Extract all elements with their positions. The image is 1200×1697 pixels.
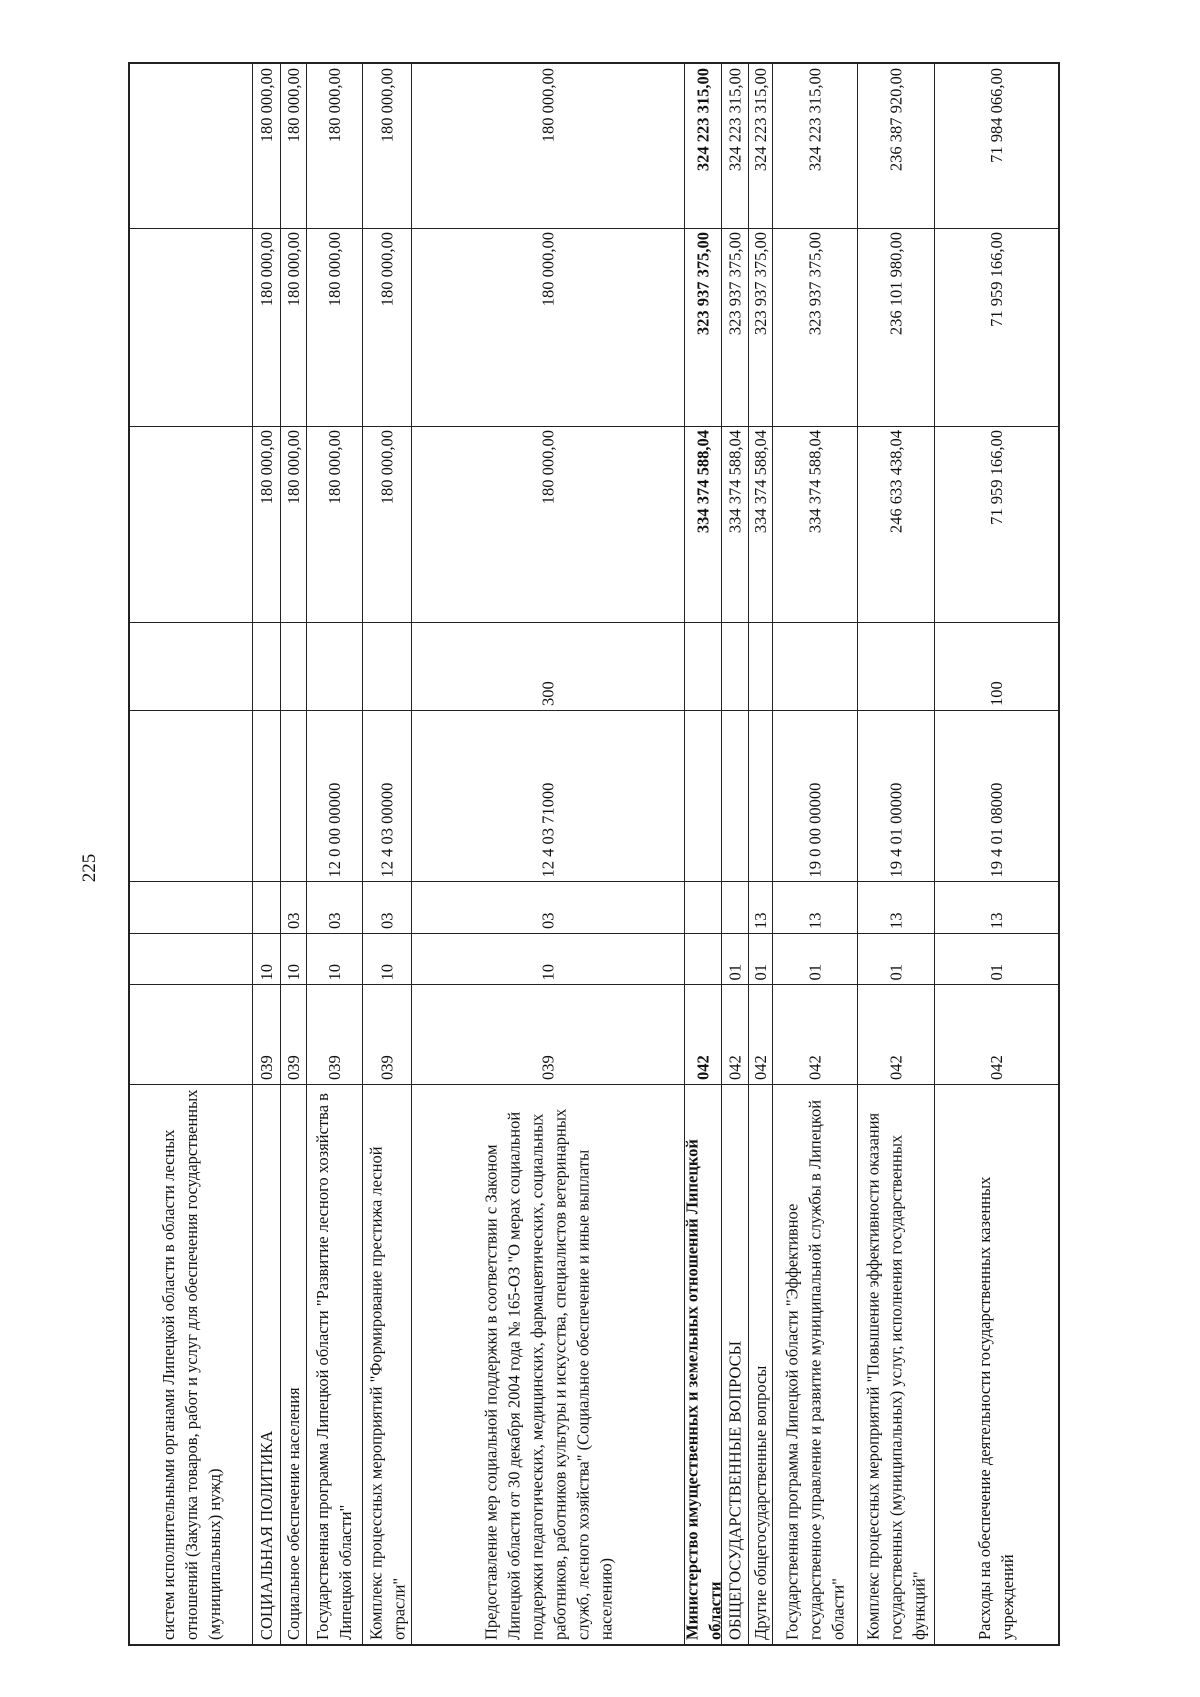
cell-sum2024 xyxy=(411,426,684,622)
row-value-vr xyxy=(749,626,771,706)
row-value-csr: 19 4 01 00000 xyxy=(886,782,905,877)
cell-name xyxy=(857,1084,934,1644)
row-value-sum2026: 180 000,00 xyxy=(283,68,303,143)
row-value-pr: 03 xyxy=(283,912,303,929)
cell-rz xyxy=(362,933,411,984)
cell-sum2026 xyxy=(252,64,280,228)
row-value-sum2024: 180 000,00 xyxy=(256,430,276,505)
cell-vr xyxy=(857,622,934,710)
cell-ved xyxy=(772,984,857,1084)
page-number: 225 xyxy=(79,853,100,883)
row-value-sum2025: 323 937 375,00 xyxy=(750,232,770,336)
cell-sum2026 xyxy=(130,64,252,228)
row-value-sum2024: 180 000,00 xyxy=(538,430,557,505)
cell-sum2024 xyxy=(934,426,1058,622)
cell-sum2025 xyxy=(772,228,857,426)
cell-name xyxy=(280,1084,306,1644)
row-value-ved: 042 xyxy=(986,1055,1006,1080)
row-value-pr: 03 xyxy=(377,912,396,929)
cell-ved xyxy=(306,984,362,1084)
cell-pr xyxy=(857,881,934,933)
cell-name xyxy=(934,1084,1058,1644)
cell-sum2025 xyxy=(857,228,934,426)
cell-pr xyxy=(252,881,280,933)
row-value-sum2024: 246 633 438,04 xyxy=(886,430,905,534)
cell-pr xyxy=(362,881,411,933)
cell-sum2025 xyxy=(130,228,252,426)
row-value-ved: 039 xyxy=(377,1055,396,1080)
row-value-csr xyxy=(722,714,747,877)
cell-csr xyxy=(934,710,1058,881)
row-value-ved: 039 xyxy=(256,1055,276,1080)
row-value-sum2026: 180 000,00 xyxy=(377,68,396,143)
row-value-sum2025: 180 000,00 xyxy=(256,232,276,307)
row-value-pr: 03 xyxy=(538,912,557,929)
cell-sum2025 xyxy=(362,228,411,426)
row-value-ved: 042 xyxy=(725,1055,744,1080)
row-name: Комплекс процессных мероприятий "Формирование престижа лесной отрасли" xyxy=(365,1146,408,1640)
cell-vr xyxy=(411,622,684,710)
row-value-csr: 12 0 00 00000 xyxy=(324,782,344,877)
cell-ved xyxy=(411,984,684,1084)
cell-name xyxy=(130,1084,252,1644)
cell-sum2024 xyxy=(684,426,721,622)
cell-sum2026 xyxy=(857,64,934,228)
cell-pr xyxy=(748,881,772,933)
row-value-vr: 300 xyxy=(538,681,557,706)
row-value-sum2026: 324 223 315,00 xyxy=(750,68,770,172)
cell-ved xyxy=(934,984,1058,1084)
row-value-sum2025: 236 101 980,00 xyxy=(886,232,905,336)
cell-vr xyxy=(280,622,306,710)
cell-sum2024 xyxy=(280,426,306,622)
row-value-rz: 01 xyxy=(886,963,905,980)
cell-sum2024 xyxy=(252,426,280,622)
cell-ved xyxy=(684,984,721,1084)
row-value-vr xyxy=(685,626,720,706)
row-value-pr xyxy=(253,885,279,929)
cell-pr xyxy=(721,881,748,933)
row-name: Комплекс процессных мероприятий "Повышение эффективности оказания государственных (муниципальных) услуг, исполнения государственных функций" xyxy=(863,1112,928,1640)
row-value-vr xyxy=(363,626,410,706)
cell-rz xyxy=(306,933,362,984)
cell-csr xyxy=(252,710,280,881)
cell-rz xyxy=(748,933,772,984)
row-value-rz: 01 xyxy=(805,963,824,980)
row-value-csr: 19 0 00 00000 xyxy=(805,782,824,877)
cell-pr xyxy=(411,881,684,933)
cell-ved xyxy=(721,984,748,1084)
row-value-rz xyxy=(131,937,251,980)
cell-ved xyxy=(748,984,772,1084)
row-value-pr: 03 xyxy=(324,912,344,929)
cell-vr xyxy=(772,622,857,710)
cell-sum2024 xyxy=(721,426,748,622)
row-value-vr xyxy=(773,626,856,706)
row-value-rz: 01 xyxy=(725,963,744,980)
row-value-csr xyxy=(131,714,251,877)
cell-csr xyxy=(130,710,252,881)
cell-sum2025 xyxy=(252,228,280,426)
row-value-sum2024: 334 374 588,04 xyxy=(750,430,770,534)
row-value-sum2026: 324 223 315,00 xyxy=(693,68,712,172)
row-value-rz: 01 xyxy=(986,963,1006,980)
cell-sum2024 xyxy=(772,426,857,622)
row-value-sum2026: 236 387 920,00 xyxy=(886,68,905,172)
row-value-csr: 12 4 03 00000 xyxy=(377,782,396,877)
cell-rz xyxy=(411,933,684,984)
row-value-vr xyxy=(858,626,933,706)
row-value-rz: 10 xyxy=(324,963,344,980)
cell-sum2025 xyxy=(306,228,362,426)
cell-vr xyxy=(362,622,411,710)
row-name: Государственная программа Липецкой области "Эффективное государственное управление и развитие муниципальной службы в Липецкой области" xyxy=(782,1099,847,1640)
cell-sum2025 xyxy=(934,228,1058,426)
cell-csr xyxy=(684,710,721,881)
cell-rz xyxy=(252,933,280,984)
cell-pr xyxy=(280,881,306,933)
row-value-vr xyxy=(131,626,251,706)
row-value-rz xyxy=(685,937,720,980)
row-name: Расходы на обеспечение деятельности государственных казенных учреждений xyxy=(975,1176,1017,1640)
cell-sum2025 xyxy=(684,228,721,426)
cell-rz xyxy=(684,933,721,984)
cell-csr xyxy=(280,710,306,881)
row-value-rz: 10 xyxy=(256,963,276,980)
row-name: СОЦИАЛЬНАЯ ПОЛИТИКА xyxy=(256,1430,276,1640)
cell-pr xyxy=(306,881,362,933)
row-value-sum2025: 323 937 375,00 xyxy=(725,232,744,336)
budget-table xyxy=(128,62,1060,1646)
row-value-sum2026 xyxy=(131,68,251,224)
row-value-csr: 19 4 01 08000 xyxy=(986,782,1006,877)
row-name: ОБЩЕГОСУДАРСТВЕННЫЕ ВОПРОСЫ xyxy=(725,1340,744,1640)
row-value-csr xyxy=(749,714,771,877)
row-value-pr xyxy=(722,885,747,929)
cell-rz xyxy=(721,933,748,984)
cell-sum2025 xyxy=(280,228,306,426)
row-value-ved: 042 xyxy=(805,1055,824,1080)
row-value-rz: 01 xyxy=(750,963,770,980)
row-value-csr xyxy=(253,714,279,877)
row-value-sum2025: 180 000,00 xyxy=(283,232,303,307)
cell-name xyxy=(362,1084,411,1644)
row-value-ved: 039 xyxy=(283,1055,303,1080)
row-value-ved: 039 xyxy=(324,1055,344,1080)
cell-csr xyxy=(411,710,684,881)
row-value-csr xyxy=(685,714,720,877)
cell-pr xyxy=(772,881,857,933)
row-value-pr xyxy=(131,885,251,929)
row-value-csr xyxy=(281,714,305,877)
row-value-sum2026: 324 223 315,00 xyxy=(805,68,824,172)
row-name: Социальное обеспечение населения xyxy=(283,1387,303,1640)
cell-rz xyxy=(772,933,857,984)
cell-csr xyxy=(748,710,772,881)
cell-rz xyxy=(934,933,1058,984)
cell-vr xyxy=(130,622,252,710)
cell-csr xyxy=(362,710,411,881)
row-name: Министерство имущественных и земельных отношений Липецкой области xyxy=(681,1139,724,1640)
row-value-vr xyxy=(722,626,747,706)
row-name: Другие общегосударственные вопросы xyxy=(750,1365,770,1640)
row-value-ved xyxy=(131,988,251,1080)
cell-vr xyxy=(252,622,280,710)
row-value-ved: 042 xyxy=(886,1055,905,1080)
cell-vr xyxy=(721,622,748,710)
cell-csr xyxy=(721,710,748,881)
row-value-sum2026: 180 000,00 xyxy=(324,68,344,143)
row-value-vr xyxy=(307,626,361,706)
row-value-rz: 10 xyxy=(377,963,396,980)
cell-sum2025 xyxy=(411,228,684,426)
cell-ved xyxy=(252,984,280,1084)
cell-ved xyxy=(362,984,411,1084)
cell-sum2024 xyxy=(130,426,252,622)
cell-name xyxy=(306,1084,362,1644)
row-value-sum2024: 334 374 588,04 xyxy=(725,430,744,534)
row-value-sum2025: 323 937 375,00 xyxy=(805,232,824,336)
row-value-sum2024 xyxy=(131,430,251,618)
row-value-sum2026: 71 984 066,00 xyxy=(986,68,1006,163)
cell-csr xyxy=(857,710,934,881)
cell-ved xyxy=(280,984,306,1084)
cell-sum2026 xyxy=(306,64,362,228)
cell-name xyxy=(411,1084,684,1644)
cell-sum2026 xyxy=(280,64,306,228)
row-value-sum2025 xyxy=(131,232,251,422)
cell-sum2024 xyxy=(306,426,362,622)
cell-name xyxy=(681,1084,724,1644)
row-value-sum2024: 180 000,00 xyxy=(324,430,344,505)
cell-sum2026 xyxy=(934,64,1058,228)
row-value-sum2026: 180 000,00 xyxy=(256,68,276,143)
cell-name xyxy=(721,1084,748,1644)
cell-sum2025 xyxy=(721,228,748,426)
row-value-pr: 13 xyxy=(886,912,905,929)
cell-sum2024 xyxy=(857,426,934,622)
cell-name xyxy=(252,1084,280,1644)
cell-vr xyxy=(934,622,1058,710)
cell-sum2026 xyxy=(721,64,748,228)
cell-rz xyxy=(280,933,306,984)
cell-pr xyxy=(130,881,252,933)
cell-vr xyxy=(684,622,721,710)
row-value-ved: 039 xyxy=(538,1055,557,1080)
cell-vr xyxy=(748,622,772,710)
cell-vr xyxy=(306,622,362,710)
cell-csr xyxy=(772,710,857,881)
cell-ved xyxy=(857,984,934,1084)
row-value-sum2024: 334 374 588,04 xyxy=(805,430,824,534)
cell-sum2025 xyxy=(748,228,772,426)
row-value-sum2025: 71 959 166,00 xyxy=(986,232,1006,327)
row-value-csr: 12 4 03 71000 xyxy=(538,782,557,877)
row-value-sum2024: 180 000,00 xyxy=(377,430,396,505)
row-name: Предоставление мер социальной поддержки в соответствии с Законом Липецкой области от 30 декабря 2004 года № 165-ОЗ "О мерах социальной поддержки педагогических, медицинских, фармацевтических, социальных работников, работников культуры и искусства, специалистов ветеринарных служб, лесного хозяйства" (Социальное обеспечение и иные выплаты населению) xyxy=(480,1108,615,1640)
row-value-vr xyxy=(253,626,279,706)
row-name: Государственная программа Липецкой области "Развитие лесного хозяйства в Липецкой области" xyxy=(313,1093,355,1640)
row-value-sum2025: 180 000,00 xyxy=(538,232,557,307)
cell-sum2026 xyxy=(684,64,721,228)
row-value-rz: 10 xyxy=(538,963,557,980)
row-value-rz: 10 xyxy=(283,963,303,980)
cell-name xyxy=(772,1084,857,1644)
cell-sum2026 xyxy=(411,64,684,228)
cell-csr xyxy=(306,710,362,881)
cell-sum2024 xyxy=(748,426,772,622)
row-value-sum2026: 180 000,00 xyxy=(538,68,557,143)
row-value-sum2025: 323 937 375,00 xyxy=(693,232,712,336)
cell-rz xyxy=(130,933,252,984)
row-value-vr: 100 xyxy=(986,681,1006,706)
row-value-pr xyxy=(685,885,720,929)
cell-sum2026 xyxy=(748,64,772,228)
row-value-sum2025: 180 000,00 xyxy=(324,232,344,307)
cell-sum2026 xyxy=(362,64,411,228)
cell-pr xyxy=(684,881,721,933)
cell-name xyxy=(748,1084,772,1644)
cell-sum2024 xyxy=(362,426,411,622)
row-value-pr: 13 xyxy=(986,912,1006,929)
cell-rz xyxy=(857,933,934,984)
row-value-pr: 13 xyxy=(750,912,770,929)
row-value-pr: 13 xyxy=(805,912,824,929)
row-value-vr xyxy=(281,626,305,706)
cell-ved xyxy=(130,984,252,1084)
row-value-sum2025: 180 000,00 xyxy=(377,232,396,307)
cell-sum2026 xyxy=(772,64,857,228)
row-value-sum2024: 334 374 588,04 xyxy=(693,430,712,534)
row-name: систем исполнительными органами Липецкой области в области лесных отношений (Закупка товаров, работ и услуг для обеспечения государственных (муниципальных) нужд) xyxy=(158,1089,224,1640)
row-value-sum2024: 180 000,00 xyxy=(283,430,303,505)
row-value-sum2026: 324 223 315,00 xyxy=(725,68,744,172)
cell-pr xyxy=(934,881,1058,933)
row-value-sum2024: 71 959 166,00 xyxy=(986,430,1006,525)
row-value-ved: 042 xyxy=(750,1055,770,1080)
row-value-ved: 042 xyxy=(693,1055,712,1080)
